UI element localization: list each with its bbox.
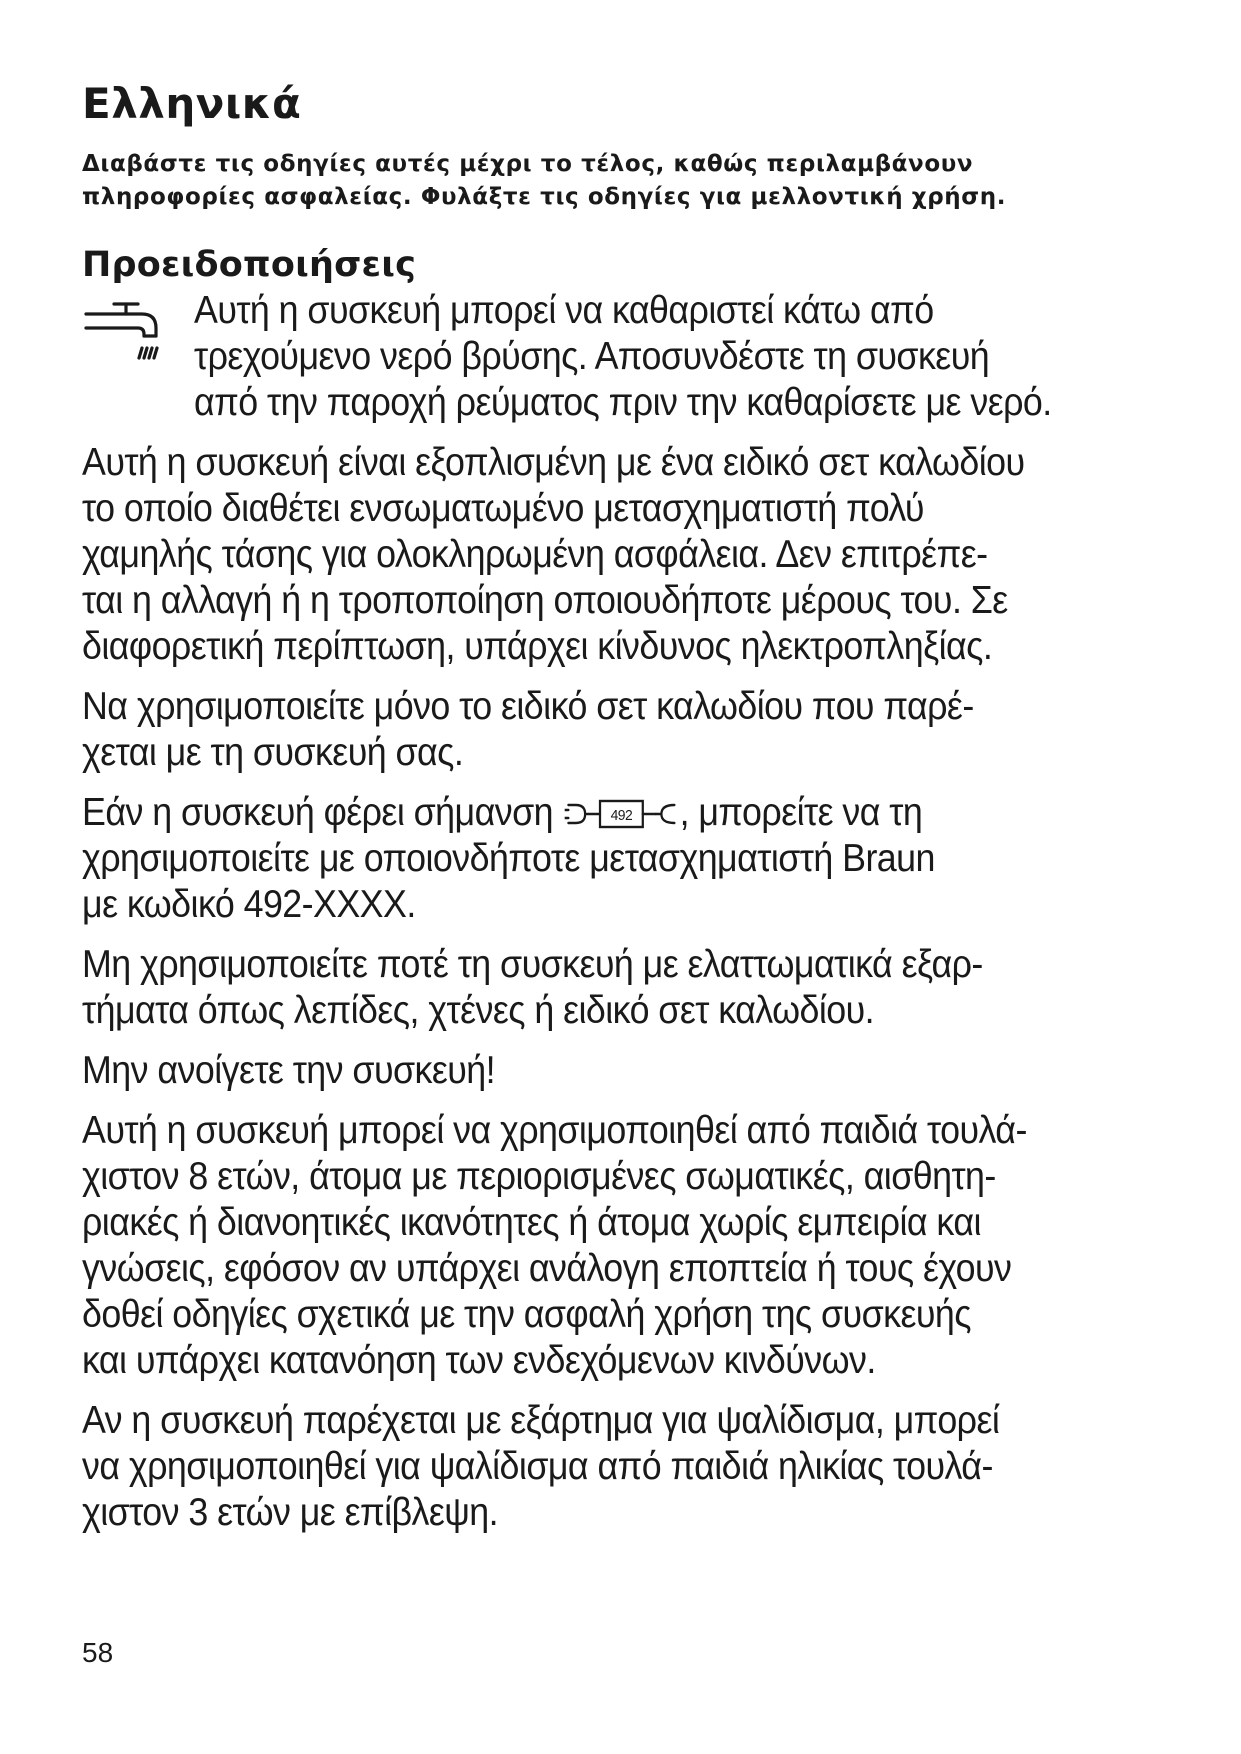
text-line: χαμηλής τάσης για ολοκληρωμένη ασφάλεια. Δεν επιτρέπε- xyxy=(82,533,988,576)
tap-warning xyxy=(82,288,1172,426)
tap-warning-text xyxy=(194,288,1175,426)
text-line: Αν η συσκευή παρέχεται με εξάρτημα για ψαλίδισμα, μπορεί xyxy=(82,1399,1000,1442)
text-line: χιστον 3 ετών με επίβλεψη. xyxy=(82,1491,499,1534)
text-line: χρησιμοποιείτε με οποιονδήποτε μετασχηματιστή Braun xyxy=(82,837,935,880)
text-line: Μη χρησιμοποιείτε ποτέ τη συσκευή με ελαττωματικά εξαρ- xyxy=(82,943,983,986)
text-line: χεται με τη συσκευή σας. xyxy=(82,731,464,774)
page-number: 58 xyxy=(82,1637,114,1668)
text-line: δοθεί οδηγίες σχετικά με την ασφαλή χρήση της συσκευής xyxy=(82,1293,971,1336)
text-line: Μην ανοίγετε την συσκευή! xyxy=(82,1049,496,1092)
marking-text-before: Εάν η συσκευή φέρει σήμανση xyxy=(82,791,553,834)
text-line: Αυτή η συσκευή μπορεί να καθαριστεί κάτω από xyxy=(194,289,934,332)
text-line: από την παροχή ρεύματος πριν την καθαρίσετε με νερό. xyxy=(194,381,1052,424)
text-line: γνώσεις, εφόσον αν υπάρχει ανάλογη εποπτεία ή τους έχουν xyxy=(82,1247,1012,1290)
cord-set-paragraph xyxy=(82,440,1170,670)
warnings-heading: Προειδοποιήσεις xyxy=(82,245,417,285)
intro-text xyxy=(82,148,1172,214)
supplied-cord-paragraph xyxy=(82,684,1170,776)
text-line: με κωδικό 492-XXXX. xyxy=(82,883,416,926)
marking-paragraph xyxy=(82,790,1170,928)
marking-text-after: , μπορείτε να τη xyxy=(679,791,923,834)
text-line: Αυτή η συσκευή μπορεί να χρησιμοποιηθεί από παιδιά τουλά- xyxy=(82,1109,1027,1152)
water-tap-icon xyxy=(82,298,174,378)
text-line xyxy=(82,790,1170,836)
trimming-paragraph xyxy=(82,1398,1170,1536)
plug-transformer-492-icon xyxy=(564,797,677,831)
text-line: το οποίο διαθέτει ενσωματωμένο μετασχηματιστή πολύ xyxy=(82,487,924,530)
text-line: και υπάρχει κατανόηση των ενδεχόμενων κινδύνων. xyxy=(82,1339,876,1382)
text-line: τήματα όπως λεπίδες, χτένες ή ειδικό σετ καλωδίου. xyxy=(82,989,875,1032)
children-use-paragraph xyxy=(82,1108,1170,1384)
text-line: τρεχούμενο νερό βρύσης. Αποσυνδέστε τη συσκευή xyxy=(194,335,990,378)
defective-parts-paragraph xyxy=(82,942,1170,1034)
text-line: Αυτή η συσκευή είναι εξοπλισμένη με ένα ειδικό σετ καλωδίου xyxy=(82,441,1025,484)
text-line: διαφορετική περίπτωση, υπάρχει κίνδυνος ηλεκτροπληξίας. xyxy=(82,625,993,668)
intro-line: πληροφορίες ασφαλείας. Φυλάξτε τις οδηγίες για μελλοντική χρήση. xyxy=(82,184,1007,210)
text-line: να χρησιμοποιηθεί για ψαλίδισμα από παιδιά ηλικίας τουλά- xyxy=(82,1445,993,1488)
text-line: ριακές ή διανοητικές ικανότητες ή άτομα χωρίς εμπειρία και xyxy=(82,1201,981,1244)
do-not-open-paragraph xyxy=(82,1048,1170,1094)
text-line: ται η αλλαγή ή η τροποποίηση οποιουδήποτε μέρους του. Σε xyxy=(82,579,1008,622)
text-line: Να χρησιμοποιείτε μόνο το ειδικό σετ καλωδίου που παρέ- xyxy=(82,685,974,728)
plug-code-label: 492 xyxy=(610,807,632,825)
text-line: χιστον 8 ετών, άτομα με περιορισμένες σωματικές, αισθητη- xyxy=(82,1155,996,1198)
document-page xyxy=(82,78,1172,1550)
language-heading: Ελληνικά xyxy=(82,79,302,128)
intro-line: Διαβάστε τις οδηγίες αυτές μέχρι το τέλος, καθώς περιλαμβάνουν xyxy=(82,151,974,177)
